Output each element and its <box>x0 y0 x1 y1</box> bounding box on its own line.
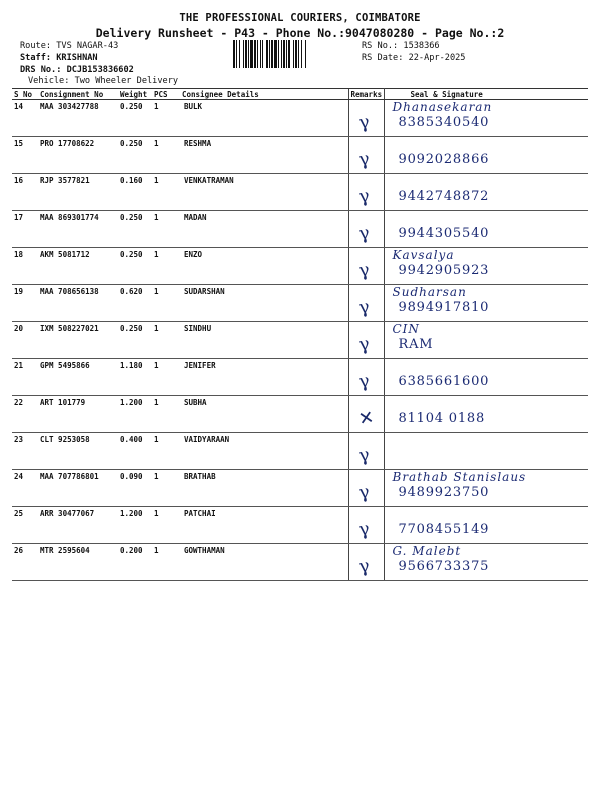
signature-cell <box>384 285 588 322</box>
weight-cell: 0.250 <box>118 100 152 137</box>
signature-cell <box>384 507 588 544</box>
signature-cell <box>384 396 588 433</box>
col-weight: Weight <box>118 89 152 100</box>
consignee-cell: VENKATRAMAN <box>180 174 348 211</box>
delivered-tick-mark: γ <box>356 296 372 319</box>
table-row <box>12 507 588 544</box>
pcs-cell: 1 <box>152 174 180 211</box>
pcs-cell: 1 <box>152 470 180 507</box>
weight-cell: 0.250 <box>118 322 152 359</box>
table-row <box>12 100 588 137</box>
signature-cell <box>384 359 588 396</box>
rs-number: RS No.: 1538366 <box>362 41 440 51</box>
remarks-cell <box>348 137 384 174</box>
pcs-cell: 1 <box>152 507 180 544</box>
signature-name: CIN <box>392 322 420 336</box>
delivered-tick-mark: γ <box>356 111 372 134</box>
table-row <box>12 174 588 211</box>
pcs-cell: 1 <box>152 211 180 248</box>
signature-phone: 81104 0188 <box>398 411 486 426</box>
signature-phone: 7708455149 <box>398 522 490 537</box>
signature-phone: 9092028866 <box>398 152 490 167</box>
signature-phone: 9894917810 <box>398 300 490 315</box>
remarks-cell <box>348 100 384 137</box>
consignment-cell: GPM 5495866 <box>38 359 118 396</box>
remarks-cell <box>348 470 384 507</box>
weight-cell: 0.200 <box>118 544 152 581</box>
pcs-cell: 1 <box>152 100 180 137</box>
consignment-cell: MAA 707786801 <box>38 470 118 507</box>
signature-phone: 9566733375 <box>398 559 490 574</box>
delivered-tick-mark: γ <box>356 518 372 541</box>
signature-cell <box>384 211 588 248</box>
col-signature: Seal & Signature <box>384 89 588 100</box>
consignment-cell: ART 101779 <box>38 396 118 433</box>
consignee-cell: RESHMA <box>180 137 348 174</box>
table-row <box>12 470 588 507</box>
consignee-cell: BRATHAB <box>180 470 348 507</box>
weight-cell: 0.250 <box>118 248 152 285</box>
weight-cell: 0.400 <box>118 433 152 470</box>
table-row <box>12 248 588 285</box>
table-row <box>12 211 588 248</box>
sno-cell: 16 <box>12 174 38 211</box>
delivered-tick-mark: γ <box>356 222 372 245</box>
consignee-cell: SINDHU <box>180 322 348 359</box>
signature-phone: 6385661600 <box>398 374 490 389</box>
weight-cell: 0.250 <box>118 211 152 248</box>
remarks-cell <box>348 174 384 211</box>
signature-name: Brathab Stanislaus <box>392 470 527 484</box>
route-info: Route: TVS NAGAR-43 <box>20 41 119 51</box>
consignment-cell: MAA 303427788 <box>38 100 118 137</box>
pcs-cell: 1 <box>152 322 180 359</box>
consignee-cell: SUBHA <box>180 396 348 433</box>
signature-cell <box>384 248 588 285</box>
col-consignment: Consignment No <box>38 89 118 100</box>
consignee-cell: ENZO <box>180 248 348 285</box>
sno-cell: 25 <box>12 507 38 544</box>
pcs-cell: 1 <box>152 137 180 174</box>
table-row <box>12 433 588 470</box>
weight-cell: 0.090 <box>118 470 152 507</box>
sno-cell: 14 <box>12 100 38 137</box>
consignee-cell: PATCHAI <box>180 507 348 544</box>
col-sno: S No <box>12 89 38 100</box>
consignee-cell: MADAN <box>180 211 348 248</box>
staff-info: Staff: KRISHNAN <box>20 53 98 63</box>
consignment-cell: MTR 2595604 <box>38 544 118 581</box>
consignee-cell: BULK <box>180 100 348 137</box>
consignment-cell: ARR 30477067 <box>38 507 118 544</box>
delivered-tick-mark: γ <box>356 333 372 356</box>
table-row <box>12 137 588 174</box>
signature-phone: 8385340540 <box>398 115 490 130</box>
table-row <box>12 396 588 433</box>
remarks-cell <box>348 507 384 544</box>
consignment-cell: IXM 508227021 <box>38 322 118 359</box>
table-row <box>12 322 588 359</box>
remarks-cell <box>348 396 384 433</box>
delivered-tick-mark: ✕ <box>356 406 376 431</box>
delivered-tick-mark: γ <box>356 555 372 578</box>
remarks-cell <box>348 322 384 359</box>
pcs-cell: 1 <box>152 359 180 396</box>
consignee-cell: JENIFER <box>180 359 348 396</box>
delivered-tick-mark: γ <box>356 259 372 282</box>
consignment-cell: AKM 5081712 <box>38 248 118 285</box>
sno-cell: 23 <box>12 433 38 470</box>
sno-cell: 21 <box>12 359 38 396</box>
pcs-cell: 1 <box>152 248 180 285</box>
table-header-row <box>12 89 588 100</box>
sno-cell: 17 <box>12 211 38 248</box>
sno-cell: 26 <box>12 544 38 581</box>
signature-name: Sudharsan <box>392 285 467 299</box>
delivered-tick-mark: γ <box>356 444 372 467</box>
table-row <box>12 544 588 581</box>
sno-cell: 20 <box>12 322 38 359</box>
signature-name: G. Malebt <box>392 544 462 558</box>
weight-cell: 1.200 <box>118 396 152 433</box>
vehicle-info: Vehicle: Two Wheeler Delivery <box>28 76 179 86</box>
signature-cell <box>384 470 588 507</box>
signature-cell <box>384 322 588 359</box>
rs-date: RS Date: 22-Apr-2025 <box>362 53 466 63</box>
delivered-tick-mark: γ <box>356 370 372 393</box>
consignee-cell: SUDARSHAN <box>180 285 348 322</box>
consignment-cell: CLT 9253058 <box>38 433 118 470</box>
pcs-cell: 1 <box>152 544 180 581</box>
signature-phone: 9489923750 <box>398 485 490 500</box>
signature-cell <box>384 174 588 211</box>
consignment-cell: MAA 708656138 <box>38 285 118 322</box>
sno-cell: 22 <box>12 396 38 433</box>
signature-phone: RAM <box>398 337 434 352</box>
weight-cell: 0.250 <box>118 137 152 174</box>
pcs-cell: 1 <box>152 285 180 322</box>
consignee-cell: GOWTHAMAN <box>180 544 348 581</box>
signature-cell <box>384 137 588 174</box>
table-row <box>12 359 588 396</box>
col-consignee: Consignee Details <box>180 89 348 100</box>
remarks-cell <box>348 211 384 248</box>
consignment-cell: RJP 3577821 <box>38 174 118 211</box>
col-remarks: Remarks <box>348 89 384 100</box>
remarks-cell <box>348 544 384 581</box>
sno-cell: 15 <box>12 137 38 174</box>
runsheet-title: Delivery Runsheet - P43 - Phone No.:9047080280 - Page No.:2 <box>95 26 505 40</box>
delivered-tick-mark: γ <box>356 185 372 208</box>
signature-phone: 9944305540 <box>398 226 490 241</box>
signature-cell <box>384 433 588 470</box>
consignment-cell: MAA 869301774 <box>38 211 118 248</box>
consignment-cell: PRO 17708622 <box>38 137 118 174</box>
remarks-cell <box>348 285 384 322</box>
weight-cell: 0.160 <box>118 174 152 211</box>
sno-cell: 24 <box>12 470 38 507</box>
sno-cell: 18 <box>12 248 38 285</box>
drs-number: DRS No.: DCJB153836602 <box>20 65 134 75</box>
pcs-cell: 1 <box>152 396 180 433</box>
signature-phone: 9442748872 <box>398 189 490 204</box>
remarks-cell <box>348 433 384 470</box>
remarks-cell <box>348 248 384 285</box>
company-name: THE PROFESSIONAL COURIERS, COIMBATORE <box>179 12 421 24</box>
signature-name: Dhanasekaran <box>392 100 493 114</box>
delivered-tick-mark: γ <box>356 481 372 504</box>
signature-cell <box>384 100 588 137</box>
signature-phone: 9942905923 <box>398 263 490 278</box>
pcs-cell: 1 <box>152 433 180 470</box>
delivered-tick-mark: γ <box>356 148 372 171</box>
signature-name: Kavsalya <box>392 248 455 262</box>
sno-cell: 19 <box>12 285 38 322</box>
runsheet-table <box>12 88 588 581</box>
signature-cell <box>384 544 588 581</box>
remarks-cell <box>348 359 384 396</box>
weight-cell: 1.180 <box>118 359 152 396</box>
col-pcs: PCS <box>152 89 180 100</box>
table-row <box>12 285 588 322</box>
weight-cell: 0.620 <box>118 285 152 322</box>
consignee-cell: VAIDYARAAN <box>180 433 348 470</box>
weight-cell: 1.200 <box>118 507 152 544</box>
barcode <box>233 40 353 68</box>
